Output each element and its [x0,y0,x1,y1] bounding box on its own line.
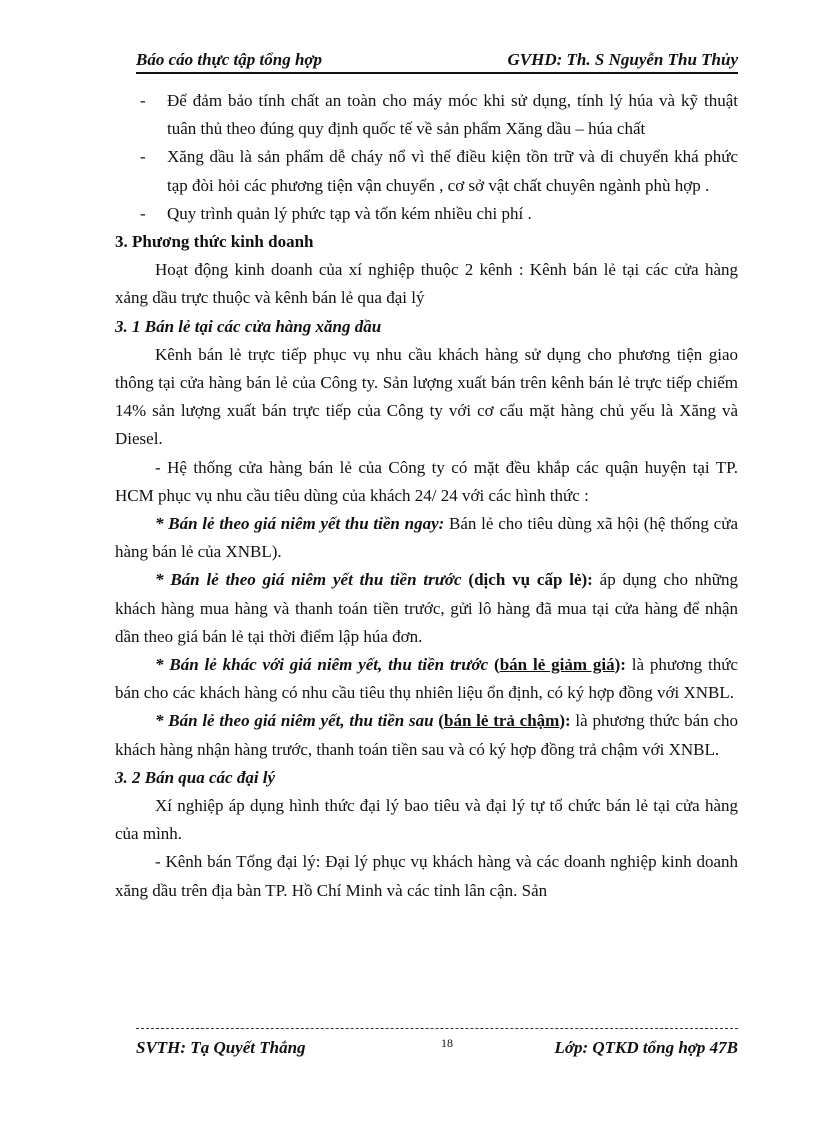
bullet-text: Quy trình quản lý phức tạp và tốn kém nhiều chi phí . [167,203,532,223]
footer-student: SVTH: Tạ Quyết Thắng [136,1038,306,1057]
bullet-item [115,87,738,143]
retail-form-title: * Bán lẻ theo giá niêm yết thu tiền trước [155,570,462,590]
retail-form-subtitle: (dịch vụ cấp lẻ): [461,570,593,590]
section-3-heading: 3. Phương thức kinh doanh [115,232,314,252]
section-3-2-paragraph: - Kênh bán Tổng đại lý: Đại lý phục vụ khách hàng và các doanh nghiệp kinh doanh xăng dầu trên địa bàn TP. Hồ Chí Minh và các tỉnh lân cận. Sản [115,852,738,900]
retail-form-text: Bán lẻ cho tiêu dùng xã hội (hệ thống cửa hàng bán lẻ của XNBL). [115,514,738,562]
retail-form-item [115,510,738,566]
retail-form-title: * Bán lẻ theo giá niêm yết, thu tiền sau [155,711,434,731]
section-3-1-paragraph: - Hệ thống cửa hàng bán lẻ của Công ty có mặt đều khắp các quận huyện tại TP. HCM phục vụ nhu cầu tiêu dùng của khách 24/ 24 với các hình thức : [115,457,738,505]
bullet-dash: - [140,147,146,167]
retail-form-underlined: bán lẻ trả chậm [443,711,560,731]
bullet-item [115,200,738,228]
header-supervisor: GVHD: Th. S Nguyễn Thu Thủy [507,50,738,69]
retail-form-title: * Bán lẻ theo giá niêm yết thu tiền ngay: [155,514,445,534]
section-3-2-paragraph: Xí nghiệp áp dụng hình thức đại lý bao tiêu và đại lý tự tổ chức bán lẻ tại cửa hàng của mình. [115,796,738,844]
retail-form-item [115,707,738,763]
retail-form-underlined: bán lẻ giảm giá [499,655,615,675]
paren-open: ( [488,655,500,675]
section-3-1-paragraph: Kênh bán lẻ trực tiếp phục vụ nhu cầu khách hàng sử dụng cho phương tiện giao thông tại cửa hàng bán lẻ của Công ty. Sản lượng xuất bán trên kênh bán lẻ trực tiếp chiếm 14% sản lượng xuất bán trực tiếp của Công ty với cơ cấu mặt hàng chủ yếu là Xăng và Diesel. [115,344,738,449]
paren-open: ( [433,711,444,731]
retail-form-text: là phương thức bán cho các khách hàng có nhu cầu tiêu thụ nhiên liệu ổn định, có ký hợp đồng với XNBL. [115,655,738,703]
page-header [136,48,738,74]
retail-form-title: * Bán lẻ khác với giá niêm yết, thu tiền trước [155,655,489,675]
bullet-dash: - [140,203,146,223]
retail-form-item [115,651,738,707]
paren-close: ): [614,655,626,675]
footer-class: Lớp: QTKD tổng hợp 47B [554,1038,738,1057]
bullet-text: Xăng dầu là sản phẩm dễ cháy nổ vì thế điều kiện tồn trữ và di chuyển khá phức tạp đòi hỏi các phương tiện vận chuyển , cơ sở vật chất chuyên ngành phù hợp . [167,147,738,195]
bullet-item [115,143,738,199]
paren-close: ): [559,711,571,731]
footer-divider [136,1028,738,1029]
retail-form-item [115,566,738,651]
retail-form-text: áp dụng cho những khách hàng mua hàng và thanh toán tiền trước, gửi lô hàng đã mua tại cửa hàng để nhận dần theo giá bán lẻ tại thời điểm lập húa đơn. [115,570,739,646]
bullet-dash: - [140,91,146,110]
header-report-title: Báo cáo thực tập tổng hợp [136,50,323,69]
retail-form-text: là phương thức bán cho khách hàng nhận hàng trước, thanh toán tiền sau và có ký hợp đồng trả chậm với XNBL. [115,711,739,759]
bullet-text: Để đảm bảo tính chất an toàn cho máy móc khi sử dụng, tính lý húa và kỹ thuật tuân thủ theo đúng quy định quốc tế về sản phẩm Xăng dầu – húa chất [167,91,738,139]
page-body [115,87,738,905]
section-3-1-heading: 3. 1 Bán lẻ tại các cửa hàng xăng dầu [115,316,382,336]
page-footer [136,1036,738,1062]
page-number: 18 [441,1036,453,1050]
section-3-2-heading: 3. 2 Bán qua các đại lý [115,767,276,787]
section-3-intro: Hoạt động kinh doanh của xí nghiệp thuộc 2 kênh : Kênh bán lẻ tại các cửa hàng xảng dầu trực thuộc và kênh bán lẻ qua đại lý [115,260,738,308]
